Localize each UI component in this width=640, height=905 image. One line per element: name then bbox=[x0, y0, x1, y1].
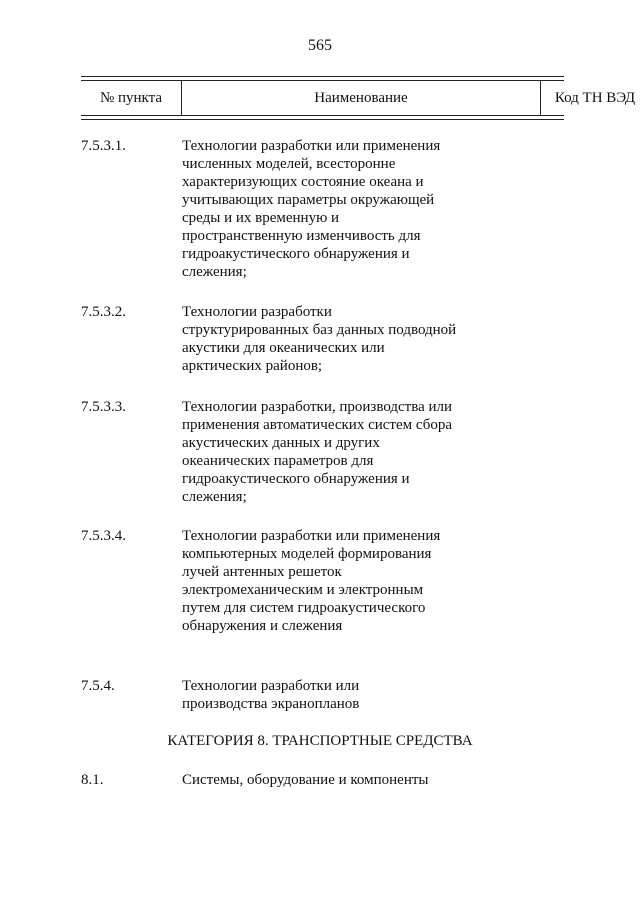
item-number: 8.1. bbox=[81, 772, 104, 788]
category-heading bbox=[0, 732, 640, 750]
category-title: КАТЕГОРИЯ 8. ТРАНСПОРТНЫЕ СРЕДСТВА bbox=[167, 733, 473, 749]
page-number: 565 bbox=[308, 37, 332, 54]
header-col-name: Наименование bbox=[181, 81, 541, 115]
table-header bbox=[81, 76, 636, 120]
item-text: Технологии разработки или применения компьютерных моделей формирования лучей антенных решеток электромеханическим и электронным путем для систем гидроакустического обнаружения и слежения bbox=[182, 528, 441, 634]
header-col-code bbox=[540, 81, 640, 115]
item-number: 7.5.3.4. bbox=[81, 528, 126, 544]
item-text: Технологии разработки или производства экранопланов bbox=[182, 678, 360, 712]
item-number: 7.5.3.2. bbox=[81, 304, 126, 320]
header-col-number: № пункта bbox=[99, 89, 163, 106]
item-number: 7.5.3.3. bbox=[81, 399, 126, 415]
item-text: Системы, оборудование и компоненты bbox=[182, 772, 429, 788]
header-col-code-label: Код ТН ВЭД bbox=[554, 89, 636, 106]
item-number: 7.5.4. bbox=[81, 678, 115, 694]
item-number: 7.5.3.1. bbox=[81, 138, 126, 154]
item-text: Технологии разработки структурированных баз данных подводной акустики для океанических или арктических районов; bbox=[182, 304, 457, 374]
item-text: Технологии разработки, производства или применения автоматических систем сбора акустических данных и других океанических параметров для гидроакустического обнаружения и слежения; bbox=[182, 399, 453, 505]
item-text: Технологии разработки или применения численных моделей, всесторонне характеризующих состояние океана и учитывающих параметры окружающей среды и их временную и пространственную изменчивость для гидроакустического обнаружения и слежения; bbox=[182, 138, 441, 280]
